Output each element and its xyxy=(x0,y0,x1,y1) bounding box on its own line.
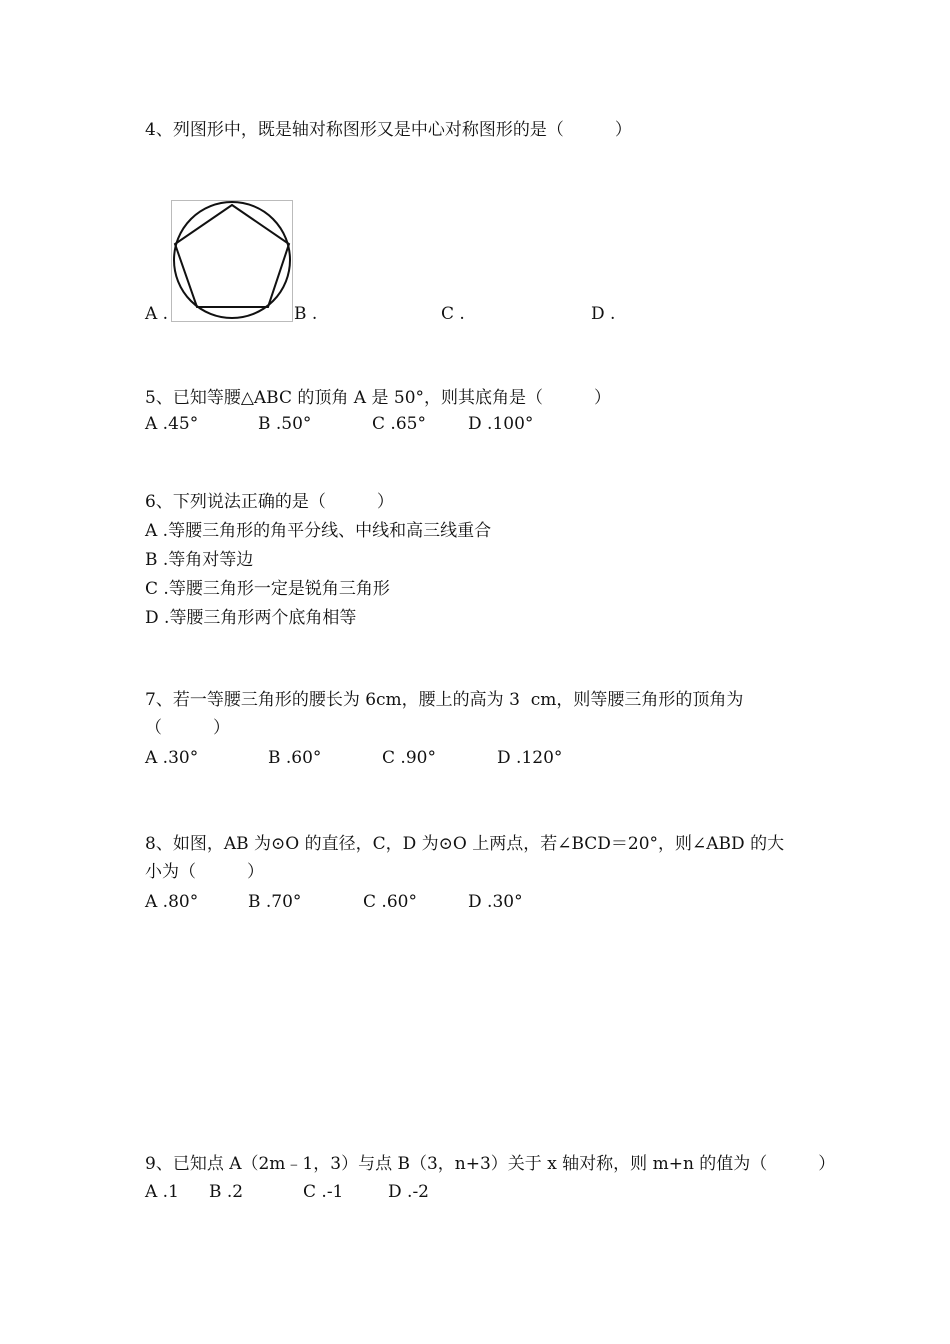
q9-stem: 9、已知点 A（2m﹣1，3）与点 B（3，n+3）关于 x 轴对称，则 m+n 的值为（ ） xyxy=(145,1154,836,1174)
q8-option-b: B .70° xyxy=(248,892,302,912)
q7-stem-line1: 7、若一等腰三角形的腰长为 6cm，腰上的高为 3 cm，则等腰三角形的顶角为 xyxy=(145,690,744,710)
q8-option-a: A .80° xyxy=(145,892,199,912)
q9-option-a: A .1 xyxy=(145,1182,179,1202)
q5-option-c: C .65° xyxy=(372,414,426,434)
q7-stem-line2: （ ） xyxy=(145,718,230,738)
q7-option-a: A .30° xyxy=(145,748,199,768)
q9-option-b: B .2 xyxy=(209,1182,244,1202)
pentagon-in-circle-figure xyxy=(171,200,293,322)
q9-option-d: D .-2 xyxy=(388,1182,429,1202)
q5-stem: 5、已知等腰△ABC 的顶角 A 是 50°，则其底角是（ ） xyxy=(145,388,612,408)
q4-option-d: D . xyxy=(591,304,616,324)
q8-option-c: C .60° xyxy=(363,892,417,912)
q4-option-b: B . xyxy=(294,304,318,324)
q5-option-b: B .50° xyxy=(258,414,312,434)
q4-stem: 4、列图形中，既是轴对称图形又是中心对称图形的是（ ） xyxy=(145,120,632,140)
q5-option-d: D .100° xyxy=(468,414,534,434)
q8-stem-line1: 8、如图，AB 为⊙O 的直径，C，D 为⊙O 上两点，若∠BCD＝20°，则∠ABD 的大 xyxy=(145,834,785,854)
q6-option-d: D .等腰三角形两个底角相等 xyxy=(145,608,357,628)
q7-option-c: C .90° xyxy=(382,748,436,768)
q6-option-b: B .等角对等边 xyxy=(145,550,254,570)
q4-option-a: A . xyxy=(145,304,169,324)
q5-option-a: A .45° xyxy=(145,414,199,434)
q7-option-d: D .120° xyxy=(497,748,563,768)
q4-option-c: C . xyxy=(441,304,465,324)
q9-option-c: C .-1 xyxy=(303,1182,344,1202)
q6-stem: 6、下列说法正确的是（ ） xyxy=(145,492,394,512)
q6-option-a: A .等腰三角形的角平分线、中线和高三线重合 xyxy=(145,521,492,541)
q6-option-c: C .等腰三角形一定是锐角三角形 xyxy=(145,579,390,599)
q7-option-b: B .60° xyxy=(268,748,322,768)
q8-option-d: D .30° xyxy=(468,892,523,912)
q8-stem-line2: 小为（ ） xyxy=(145,862,264,882)
